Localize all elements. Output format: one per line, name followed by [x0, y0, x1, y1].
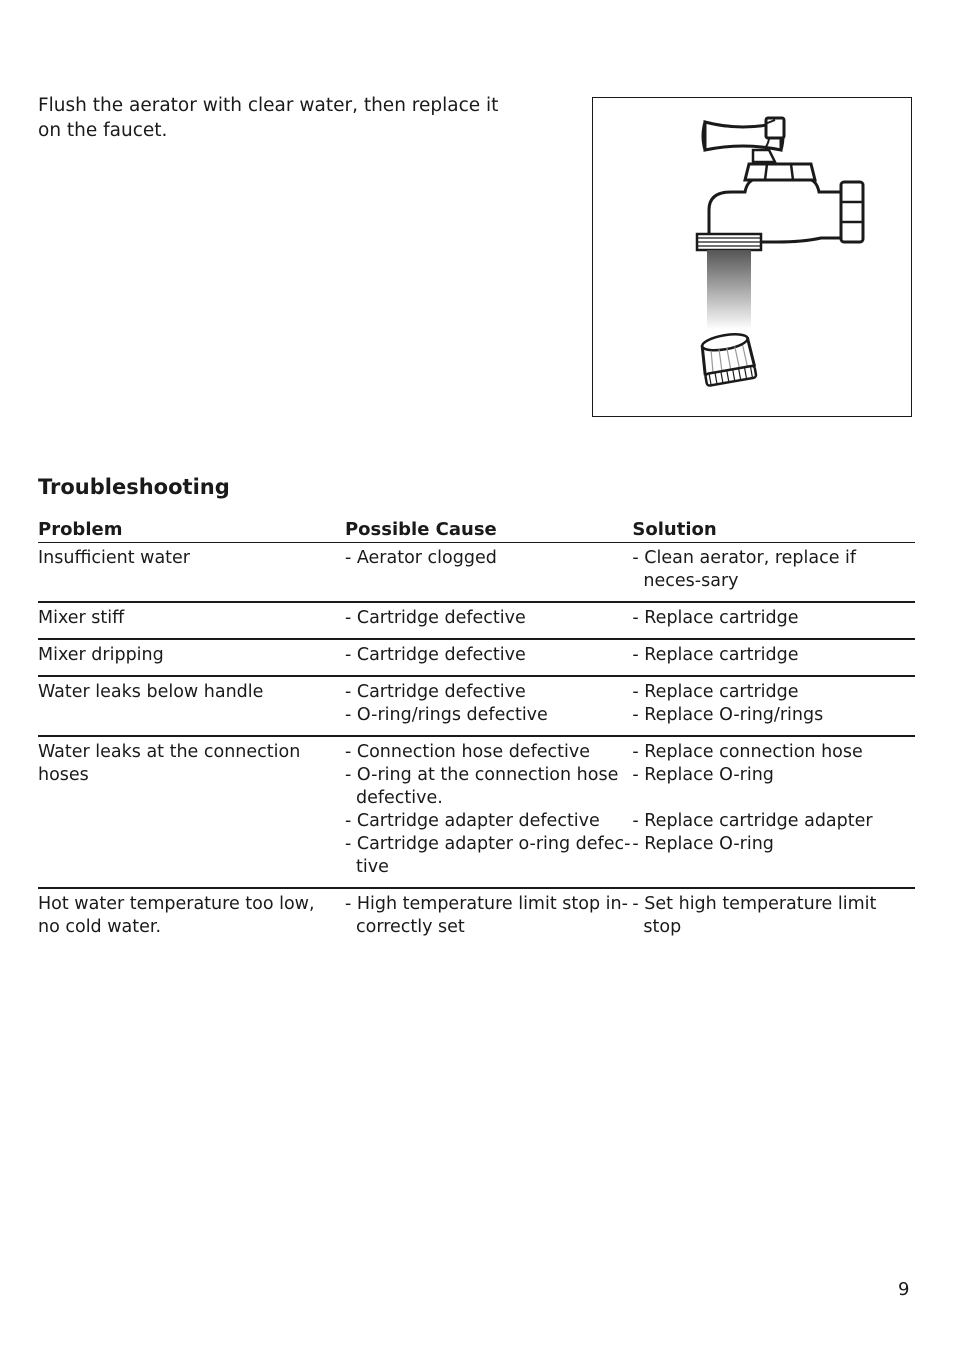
problem-cell: Mixer stiff	[38, 602, 345, 639]
solution-cell	[632, 602, 915, 639]
faucet-aerator-icon	[593, 98, 911, 416]
troubleshooting-table	[38, 518, 915, 947]
faucet-figure	[592, 97, 912, 417]
problem-cell: Mixer dripping	[38, 639, 345, 676]
cause-cell	[345, 888, 632, 947]
solution-item: - Replace cartridge adapter	[632, 811, 873, 831]
solution-item: - Set high temperature limit stop	[632, 894, 877, 937]
solution-item: - Replace connection hose	[632, 742, 863, 762]
solution-cell	[632, 676, 915, 736]
solution-spacer	[632, 787, 915, 810]
table-row	[38, 888, 915, 947]
section-title: Troubleshooting	[38, 475, 230, 499]
cause-item: - O-ring/rings defective	[344, 705, 548, 725]
table-row	[38, 676, 915, 736]
cause-item: - Cartridge defective	[344, 645, 526, 665]
cause-item: - Cartridge adapter o-ring defec-tive	[344, 834, 631, 877]
cause-cell	[345, 602, 632, 639]
cause-cell	[345, 639, 632, 676]
cause-cell	[345, 736, 632, 888]
table-row	[38, 543, 915, 603]
solution-cell	[632, 736, 915, 888]
cause-item: - Cartridge defective	[344, 608, 526, 628]
solution-cell	[632, 888, 915, 947]
solution-item: - Replace cartridge	[632, 682, 799, 702]
solution-item: - Replace O-ring	[632, 765, 774, 785]
table-row	[38, 736, 915, 888]
solution-item: - Replace O-ring	[632, 834, 774, 854]
cause-cell	[345, 676, 632, 736]
table-row	[38, 602, 915, 639]
cause-item: - O-ring at the connection hose defective.	[344, 765, 619, 808]
problem-cell: Water leaks below handle	[38, 676, 345, 736]
solution-cell	[632, 639, 915, 676]
cause-item: - Connection hose defective	[344, 742, 590, 762]
header-solution: Solution	[632, 518, 915, 543]
solution-item: - Replace cartridge	[632, 645, 799, 665]
header-cause: Possible Cause	[345, 518, 632, 543]
cause-item: - High temperature limit stop in-correctly set	[344, 894, 628, 937]
problem-cell: Water leaks at the connection hoses	[38, 736, 345, 888]
problem-cell: Insufficient water	[38, 543, 345, 603]
solution-cell	[632, 543, 915, 603]
solution-item: - Replace cartridge	[632, 608, 799, 628]
solution-item: - Clean aerator, replace if neces-sary	[632, 548, 857, 591]
intro-text: Flush the aerator with clear water, then replace it on the faucet.	[38, 95, 499, 141]
cause-item: - Aerator clogged	[344, 548, 497, 568]
table-header-row	[38, 518, 915, 543]
table-row	[38, 639, 915, 676]
solution-item: - Replace O-ring/rings	[632, 705, 824, 725]
header-problem: Problem	[38, 518, 345, 543]
page-number: 9	[898, 1279, 910, 1300]
problem-cell: Hot water temperature too low, no cold water.	[38, 894, 315, 937]
cause-item: - Cartridge adapter defective	[344, 811, 600, 831]
cause-cell	[345, 543, 632, 603]
cause-item: - Cartridge defective	[344, 682, 526, 702]
